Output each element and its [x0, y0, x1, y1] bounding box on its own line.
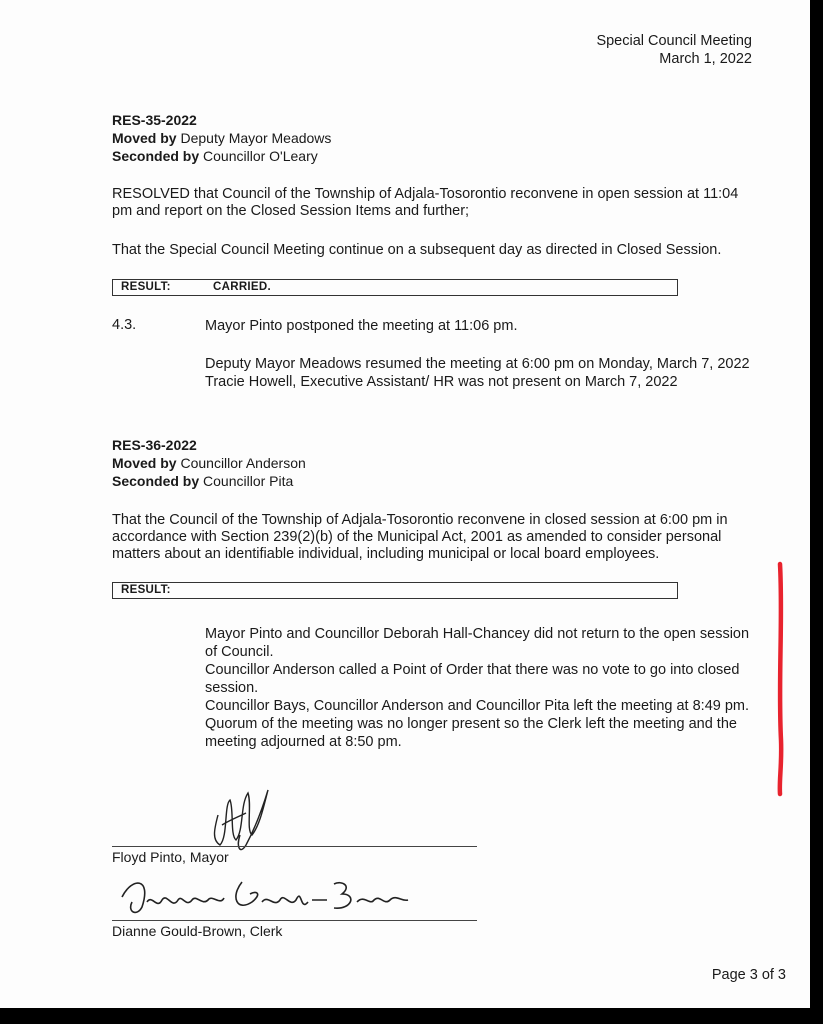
note-4: Quorum of the meeting was no longer present so the Clerk left the meeting and the meeting adjourned at 8:50 pm.: [205, 716, 737, 750]
red-marker-line: [770, 560, 790, 800]
resolution-id: RES-35-2022: [112, 112, 197, 128]
absent-note: Tracie Howell, Executive Assistant/ HR was not present on March 7, 2022: [205, 374, 678, 390]
item-4-3-notes: [205, 355, 765, 391]
moved-by-line: Moved by Deputy Mayor Meadows: [112, 130, 332, 146]
clerk-signature-line: [112, 920, 477, 921]
note-1: Mayor Pinto and Councillor Deborah Hall-Chancey did not return to the open session of Council.: [205, 626, 750, 660]
mayor-signature-line: [112, 846, 477, 847]
result-value: CARRIED.: [213, 281, 271, 293]
clerk-signature-image: [112, 872, 412, 922]
note-2: Councillor Anderson called a Point of Order that there was no vote to go into closed session.: [205, 662, 740, 696]
result-label: RESULT:: [121, 584, 171, 596]
page-header: [596, 32, 752, 68]
resolution-35-heading: [112, 111, 331, 165]
header-title: Special Council Meeting: [596, 33, 752, 49]
result-box: [112, 582, 678, 599]
result-box: [112, 279, 678, 296]
seconded-by-line: Seconded by Councillor O'Leary: [112, 148, 318, 164]
note-3: Councillor Bays, Councillor Anderson and Councillor Pita left the meeting at 8:49 pm.: [205, 698, 750, 714]
result-label: RESULT:: [121, 281, 171, 293]
resolution-id: RES-36-2022: [112, 437, 197, 453]
resolution-35-text-1: RESOLVED that Council of the Township of Adjala-Tosorontio reconvene in open session at 11:04 pm and report on the Closed Session Items and further;: [112, 186, 739, 219]
moved-by-line: Moved by Councillor Anderson: [112, 455, 306, 471]
resolution-36-text: That the Council of the Township of Adjala-Tosorontio reconvene in closed session at 6:00 pm in accordance with Section 239(2)(b) of the Municipal Act, 2001 as amended to consider personal matters about an identifiable individual, including municipal or local board employees.: [112, 512, 728, 562]
item-4-3-text: Mayor Pinto postponed the meeting at 11:06 pm.: [205, 318, 518, 334]
clerk-name: Dianne Gould-Brown, Clerk: [112, 923, 283, 939]
resolution-36-heading: [112, 436, 306, 490]
page-number: Page 3 of 3: [711, 967, 786, 983]
resolution-35-text-2: That the Special Council Meeting continue on a subsequent day as directed in Closed Session.: [112, 242, 722, 258]
post-resolution-notes: [205, 625, 765, 751]
seconded-by-line: Seconded by Councillor Pita: [112, 473, 294, 489]
resumed-note: Deputy Mayor Meadows resumed the meeting at 6:00 pm on Monday, March 7, 2022: [205, 356, 750, 372]
item-number: 4.3.: [112, 317, 137, 333]
mayor-name: Floyd Pinto, Mayor: [112, 849, 229, 865]
header-date: March 1, 2022: [659, 51, 752, 67]
